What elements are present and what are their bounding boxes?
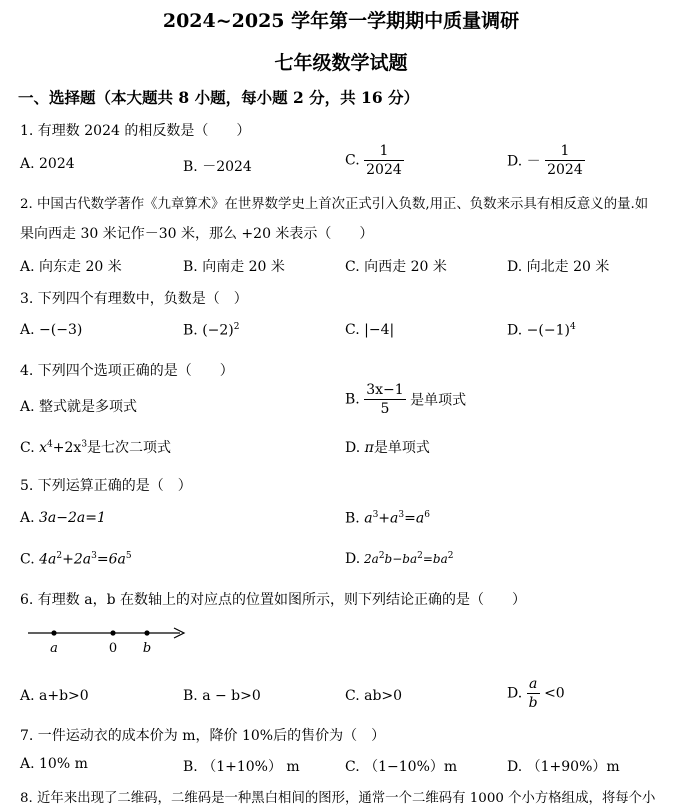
q3-option-b	[183, 322, 240, 339]
option-label: C.	[345, 152, 360, 169]
math-term: =ba	[422, 552, 448, 566]
question-6-stem: 6. 有理数 a，b 在数轴上的对应点的位置如图所示，则下列结论正确的是（ ）	[20, 592, 527, 608]
math-term: =6a	[96, 551, 126, 568]
question-2-line-1: 2. 中国古代数学著作《九章算术》在世界数学史上首次正式引入负数,用正、负数来示具有相反意义的量.如	[20, 197, 649, 212]
math-term: +2a	[62, 551, 92, 568]
question-4-stem: 4. 下列四个选项正确的是（ ）	[20, 363, 234, 379]
exponent: 6	[424, 510, 430, 520]
math-expression: −(−1)	[526, 322, 570, 339]
point-zero	[110, 630, 115, 635]
option-label: A.	[20, 510, 35, 526]
math-term: =a	[404, 510, 425, 527]
exponent: 3	[81, 439, 88, 450]
axis-label-b: b	[142, 641, 152, 656]
question-2-line-2: 果向西走 30 米记作－30 米，那么 +20 米表示（ ）	[20, 226, 374, 242]
q4-option-b	[345, 383, 466, 416]
denominator: 2024	[366, 162, 402, 178]
math-term: a	[364, 510, 373, 527]
section-heading: 一、选择题（本大题共 8 小题，每小题 2 分，共 16 分）	[18, 88, 420, 107]
option-label: B.	[183, 322, 198, 339]
numerator: a	[528, 676, 538, 692]
option-label: C.	[20, 440, 35, 456]
exponent: 2	[233, 322, 240, 332]
axis-label-a: a	[50, 641, 58, 656]
option-text: 是单项式	[410, 392, 467, 409]
fraction	[527, 677, 540, 710]
numerator: 3x−1	[366, 382, 404, 398]
q2-option-c: C. 向西走 20 米	[345, 259, 447, 275]
exponent: 3	[91, 551, 97, 561]
question-1-stem: 1. 有理数 2024 的相反数是（ ）	[20, 123, 251, 139]
math-term: b−ba	[384, 552, 418, 566]
exponent: 2	[417, 551, 423, 561]
math-term: 4a	[39, 551, 57, 568]
exponent: 4	[47, 439, 53, 450]
exponent: 3	[398, 510, 405, 520]
q7-option-c: C. （1−10%）m	[345, 759, 458, 775]
q1-option-b: B. －2024	[183, 159, 252, 175]
pi-symbol: π	[364, 440, 374, 456]
option-label: D.	[345, 551, 361, 567]
math-expression: −(−3)	[39, 322, 83, 338]
exponent: 3	[372, 510, 379, 520]
number-line-figure	[24, 620, 194, 656]
fraction	[364, 144, 404, 177]
q7-option-d: D. （1+90%）m	[507, 759, 620, 775]
q6-option-d	[507, 677, 565, 710]
math-expression: +2x	[52, 440, 82, 456]
option-label: D.	[345, 440, 361, 456]
q5-option-c	[20, 551, 132, 568]
math-variable: x	[39, 440, 48, 456]
math-term: +a	[378, 510, 399, 527]
option-label: C.	[20, 551, 35, 568]
option-text: 是七次二项式	[87, 440, 172, 456]
axis-label-zero: 0	[108, 641, 118, 656]
q2-option-d: D. 向北走 20 米	[507, 259, 610, 275]
exam-title: 2024~2025 学年第一学期期中质量调研	[162, 10, 520, 32]
question-8-stem: 8. 近年来出现了二维码，二维码是一种黑白相间的图形，通常一个二维码有 1000 个小方格组成，将每个小	[20, 791, 656, 806]
q7-option-a: A. 10% m	[20, 756, 88, 772]
q1-option-a: A. 2024	[20, 156, 75, 172]
numerator: 1	[560, 143, 570, 159]
fraction	[545, 144, 585, 177]
option-label: C.	[345, 322, 360, 338]
point-b	[144, 630, 149, 635]
option-text: <0	[544, 685, 565, 702]
math-term: 2a	[364, 552, 379, 566]
q1-option-d	[507, 144, 585, 177]
q3-option-c	[345, 322, 394, 338]
q2-option-b: B. 向南走 20 米	[183, 259, 285, 275]
option-label: D. －	[507, 153, 541, 170]
option-label: D.	[507, 685, 523, 702]
exam-subtitle: 七年级数学试题	[274, 52, 408, 74]
question-5-stem: 5. 下列运算正确的是（ ）	[20, 478, 192, 494]
numerator: 1	[379, 143, 389, 159]
denominator: b	[528, 695, 538, 711]
option-label: D.	[507, 322, 523, 339]
point-a	[51, 630, 56, 635]
q6-option-b: B. a − b>0	[183, 688, 261, 704]
q4-option-c	[20, 437, 171, 457]
q7-option-b: B. （1+10%） m	[183, 759, 300, 775]
q2-option-a: A. 向东走 20 米	[20, 259, 122, 275]
q6-option-c: C. ab>0	[345, 688, 403, 704]
exponent: 2	[56, 551, 63, 561]
math-expression: 3a−2a=1	[39, 510, 106, 526]
denominator: 5	[364, 399, 405, 416]
question-3-stem: 3. 下列四个有理数中，负数是（ ）	[20, 291, 248, 307]
option-label: B.	[345, 391, 360, 408]
q5-option-a	[20, 510, 106, 526]
math-expression: (−2)	[202, 322, 234, 339]
q1-option-c	[345, 144, 404, 177]
q5-option-b	[345, 510, 430, 527]
option-text: 是单项式	[373, 440, 430, 456]
q4-option-a: A. 整式就是多项式	[20, 399, 138, 415]
q4-option-d	[345, 437, 430, 457]
option-label: B.	[345, 510, 360, 527]
option-label: A.	[20, 322, 35, 338]
fraction	[364, 383, 405, 416]
denominator: 2024	[547, 162, 583, 178]
q6-option-a: A. a+b>0	[20, 688, 89, 704]
exponent: 5	[125, 551, 132, 561]
exponent: 4	[569, 322, 576, 332]
q3-option-d	[507, 322, 576, 339]
exponent: 2	[447, 551, 454, 561]
q3-option-a	[20, 322, 82, 338]
math-expression: |−4|	[364, 322, 395, 338]
exponent: 2	[378, 551, 385, 561]
q5-option-d	[345, 551, 453, 567]
question-7-stem: 7. 一件运动衣的成本价为 m，降价 10%后的售价为（ ）	[20, 728, 386, 744]
